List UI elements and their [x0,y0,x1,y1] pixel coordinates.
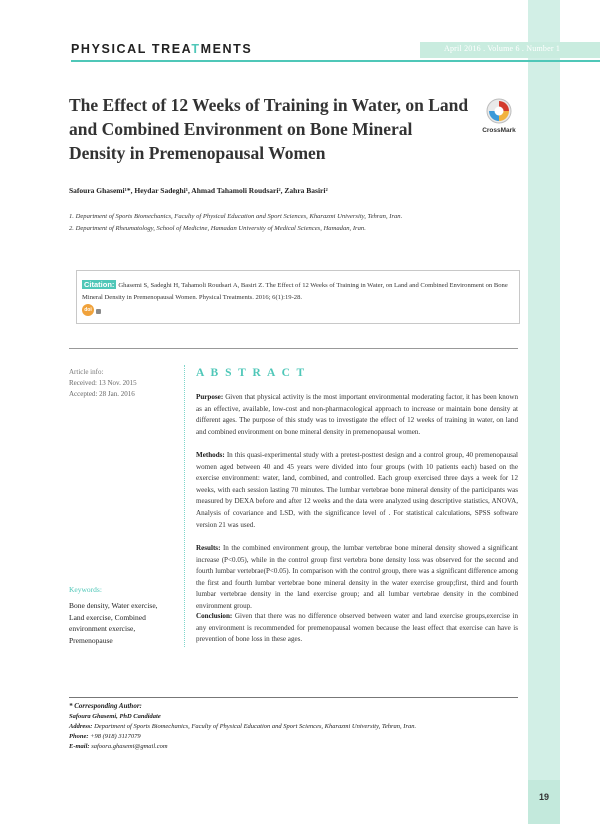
article-title: The Effect of 12 Weeks of Training in Water, on Land and Combined Environment on Bone Mineral Density in Premenopausal Women [69,95,469,163]
conclusion-label: Conclusion: [196,612,233,620]
keywords-heading: Keywords: [69,585,102,594]
results-label: Results: [196,544,221,552]
address-label: Address: [69,723,93,730]
abstract-conclusion [196,611,518,646]
email-label: E-mail: [69,743,90,750]
corresponding-address [69,722,518,732]
purpose-text: Given that physical activity is the most important environmental moderating factor, it has been known as an effective, available, low-cost and non-pharmacological approach to increase or maintain bone density at different ages. The purpose of this study was to investigate the effect of 12 weeks of training in water, on land and combined environment on bone mineral density in premenopausal women. [196,393,518,436]
results-text: In the combined environment group, the lumbar vertebrae bone mineral density showed a significant increase (P<0.05), while in the control group first vertebra bone density loss was observed for the second and fourth lumbar vertebrae(P<0.05). In comparison with the control group, there was a significant difference among the first and fourth lumbar vertebrae bone mineral density in the water exercise group;first, third and fourth lumbar vertebrae density in the land exercise group; and all lumbar vertebrae density in the combined environment group. [196,544,518,610]
corresponding-heading: * Corresponding Author: [69,702,142,710]
crossmark-label: CrossMark [482,127,516,134]
accepted-date: Accepted: 28 Jan. 2016 [69,390,135,398]
page-edge-tab [528,0,560,824]
issue-info: April 2016 . Volume 6 . Number 1 [444,44,561,53]
purpose-label: Purpose: [196,393,224,401]
phone-text: +98 (918) 3117079 [90,733,141,740]
corresponding-email [69,742,518,752]
page-number: 19 [538,792,549,802]
page-number-tab [528,780,560,824]
conclusion-text: Given that there was no difference observed between water and land exercise groups,exercise in any environment is recommended for premenopausal women because the least effect that exercise can have is prevention of bone loss in these ages. [196,612,518,644]
abstract-methods [196,450,518,531]
abstract-results [196,543,518,613]
affiliation: 2. Department of Rheumatology, School of Medicine, Hamadan University of Medical Sciences, Hamadan, Iran. [69,225,366,232]
article-info-heading: Article info: [69,368,104,376]
corresponding-name [69,712,518,722]
citation-label: Citation: [84,280,115,289]
citation-text [82,279,510,304]
corresponding-author-name: Safoura Ghasemi, PhD Candidate [69,713,161,720]
journal-name-accent: T [191,42,201,56]
journal-name [71,42,252,56]
crossmark-icon [481,97,517,127]
email-link[interactable]: safoora.ghasemi@gmail.com [91,743,168,750]
corresponding-phone [69,732,518,742]
author-list: Safoura Ghasemi¹*, Heydar Sadeghi¹, Ahmad Tahamoli Roudsari², Zahra Basiri² [69,186,328,195]
citation-box [76,270,520,324]
abstract-purpose [196,392,518,438]
doi-link-icon[interactable] [96,309,101,314]
phone-label: Phone: [69,733,89,740]
section-divider [69,348,518,349]
methods-text: In this quasi-experimental study with a pretest-posttest design and a control group, 40 premenopausal women aged between 40 and 45 years were divided into four groups (with 10 patients each) based on the exercise environment: water, land, combined, and controlled. Each group exercised three days a week for 12 weeks, with each session lasting 70 minutes. The lumbar vertebrae bone mineral density of the participants was measured by DEXA before and after 12 weeks and the data were analyzed using descriptive statistics, ANOVA, Analysis of covariance and LSD, with the significance level of . For statistical calculations, SPSS software version 21 was used. [196,451,518,529]
citation-body: Ghasemi S, Sadeghi H, Tahamoli Roudsari A, Basiri Z. The Effect of 12 Weeks of Training in Water, on Land and Combined Environment on Bone Mineral Density in Premenopausal Women. Physical Treatments. 2016; 6(1):19-28. [82,282,508,301]
doi-icon[interactable]: doi [82,304,94,316]
affiliation: 1. Department of Sports Biomechanics, Faculty of Physical Education and Sport Sciences, Kharazmi University, Tehran, Iran. [69,213,403,220]
address-text: Department of Sports Biomechanics, Faculty of Physical Education and Sport Sciences, Kharazmi University, Tehran, Iran. [94,723,417,730]
column-divider [184,365,185,647]
footer-rule [69,697,518,698]
methods-label: Methods: [196,451,225,459]
header-rule [71,60,600,62]
journal-name-part: PHYSICAL TREA [71,42,192,56]
crossmark-logo[interactable] [481,97,517,141]
article-info [69,367,169,400]
received-date: Received: 13 Nov. 2015 [69,379,137,387]
journal-name-part: MENTS [200,42,253,56]
abstract-heading: A B S T R A C T [196,367,307,379]
page-header [0,0,600,62]
keywords-list: Bone density, Water exercise, Land exercise, Combined environment exercise, Premenopause [69,601,158,645]
